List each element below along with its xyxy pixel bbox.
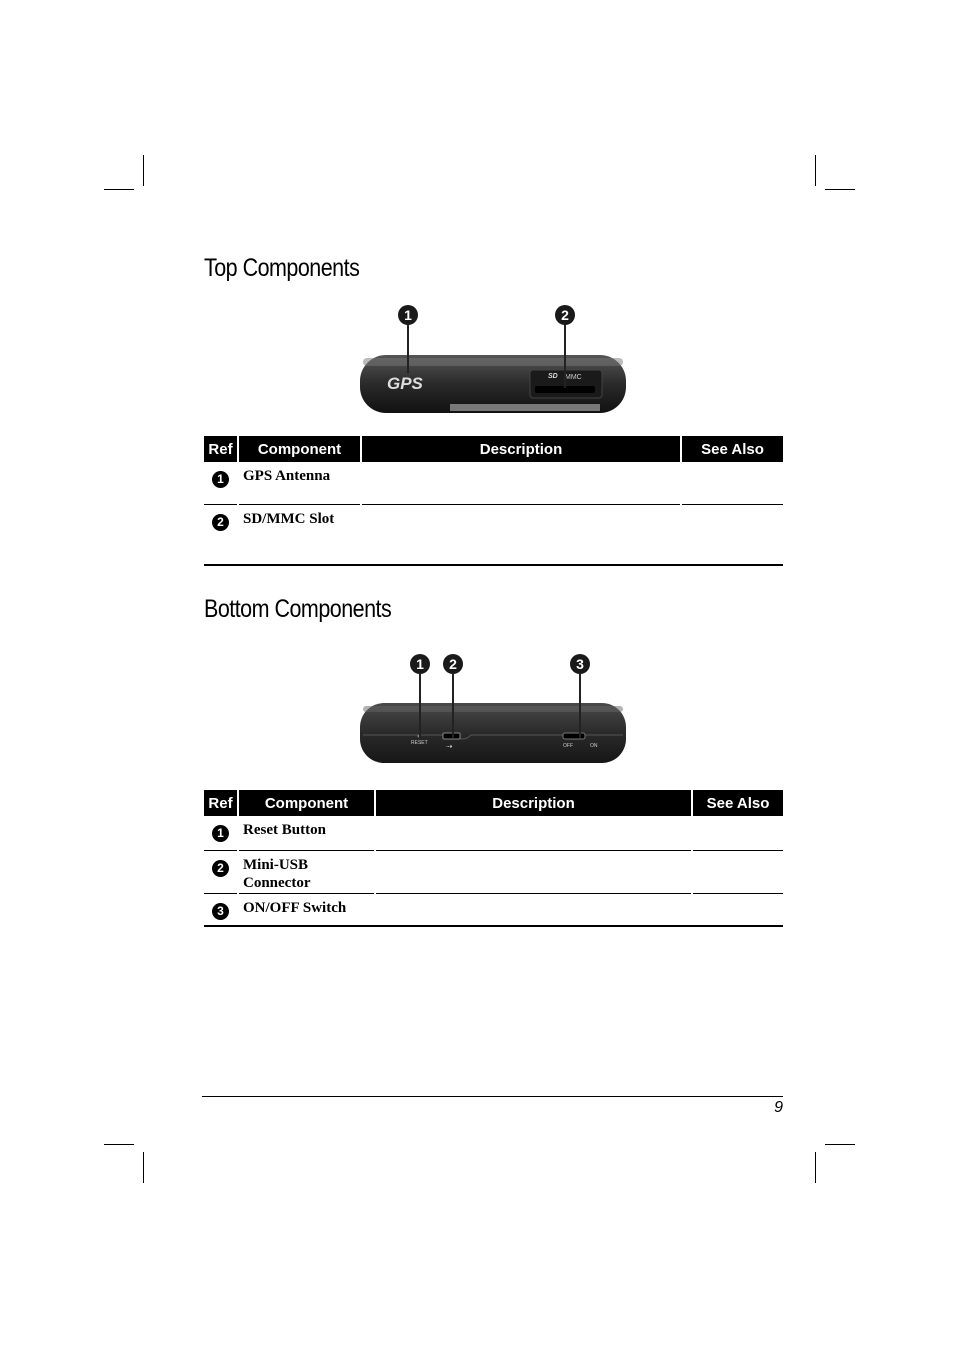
description-cell (375, 850, 692, 893)
component-cell: Reset Button (238, 816, 375, 850)
header-component: Component (238, 436, 361, 462)
description-cell (361, 504, 681, 565)
usb-icon: ⇢ (446, 742, 453, 751)
crop-mark (825, 1144, 855, 1145)
crop-mark (104, 1144, 134, 1145)
ref-number-badge: 2 (212, 514, 229, 531)
crop-mark (815, 155, 816, 186)
off-label: OFF (563, 743, 573, 749)
leader-line (407, 325, 409, 373)
sd-logo: SD (548, 373, 558, 380)
ref-cell (204, 462, 238, 504)
component-cell: GPS Antenna (238, 462, 361, 504)
header-description: Description (361, 436, 681, 462)
callout-2: 2 (555, 305, 575, 325)
table-row (204, 462, 783, 504)
component-cell: ON/OFF Switch (238, 893, 375, 926)
ref-cell (204, 504, 238, 565)
callout-1: 1 (398, 305, 418, 325)
bottom-components-table (204, 790, 783, 927)
page-number: 9 (774, 1099, 783, 1116)
table-row (204, 816, 783, 850)
table-row (204, 893, 783, 926)
table-header-row (204, 790, 783, 816)
header-description: Description (375, 790, 692, 816)
leader-line (579, 674, 581, 738)
table-header-row (204, 436, 783, 462)
reset-label: RESET (411, 740, 428, 746)
crop-mark (825, 189, 855, 190)
see-also-cell (692, 816, 783, 850)
top-components-table (204, 436, 783, 566)
callout-2: 2 (443, 654, 463, 674)
crop-mark (143, 1152, 144, 1183)
ref-cell (204, 893, 238, 926)
header-ref: Ref (204, 436, 238, 462)
header-see-also: See Also (681, 436, 783, 462)
see-also-cell (692, 893, 783, 926)
header-see-also: See Also (692, 790, 783, 816)
leader-line (419, 674, 421, 738)
ref-cell (204, 850, 238, 893)
description-cell (361, 462, 681, 504)
table-row (204, 850, 783, 893)
top-device-figure (355, 300, 630, 420)
bottom-device-figure (355, 695, 630, 770)
callout-1: 1 (410, 654, 430, 674)
crop-mark (815, 1152, 816, 1183)
see-also-cell (681, 504, 783, 565)
device-top-view-illustration (355, 300, 630, 420)
ref-number-badge: 3 (212, 903, 229, 920)
footer-rule (202, 1096, 783, 1097)
header-ref: Ref (204, 790, 238, 816)
leader-line (452, 674, 454, 738)
ref-number-badge: 1 (212, 825, 229, 842)
ref-number-badge: 2 (212, 860, 229, 877)
header-component: Component (238, 790, 375, 816)
crop-mark (104, 189, 134, 190)
see-also-cell (681, 462, 783, 504)
section-title-top: Top Components (204, 254, 360, 282)
on-label: ON (590, 743, 598, 749)
crop-mark (143, 155, 144, 186)
component-cell: Mini-USB Connector (238, 850, 375, 893)
description-cell (375, 816, 692, 850)
mmc-label: MMC (565, 374, 582, 381)
component-cell: SD/MMC Slot (238, 504, 361, 565)
ref-cell (204, 816, 238, 850)
leader-line (564, 325, 566, 388)
see-also-cell (692, 850, 783, 893)
description-cell (375, 893, 692, 926)
device-gps-label: GPS (387, 374, 423, 393)
device-bottom-view-illustration (355, 695, 630, 770)
section-title-bottom: Bottom Components (204, 595, 392, 623)
table-row (204, 504, 783, 565)
ref-number-badge: 1 (212, 471, 229, 488)
callout-3: 3 (570, 654, 590, 674)
